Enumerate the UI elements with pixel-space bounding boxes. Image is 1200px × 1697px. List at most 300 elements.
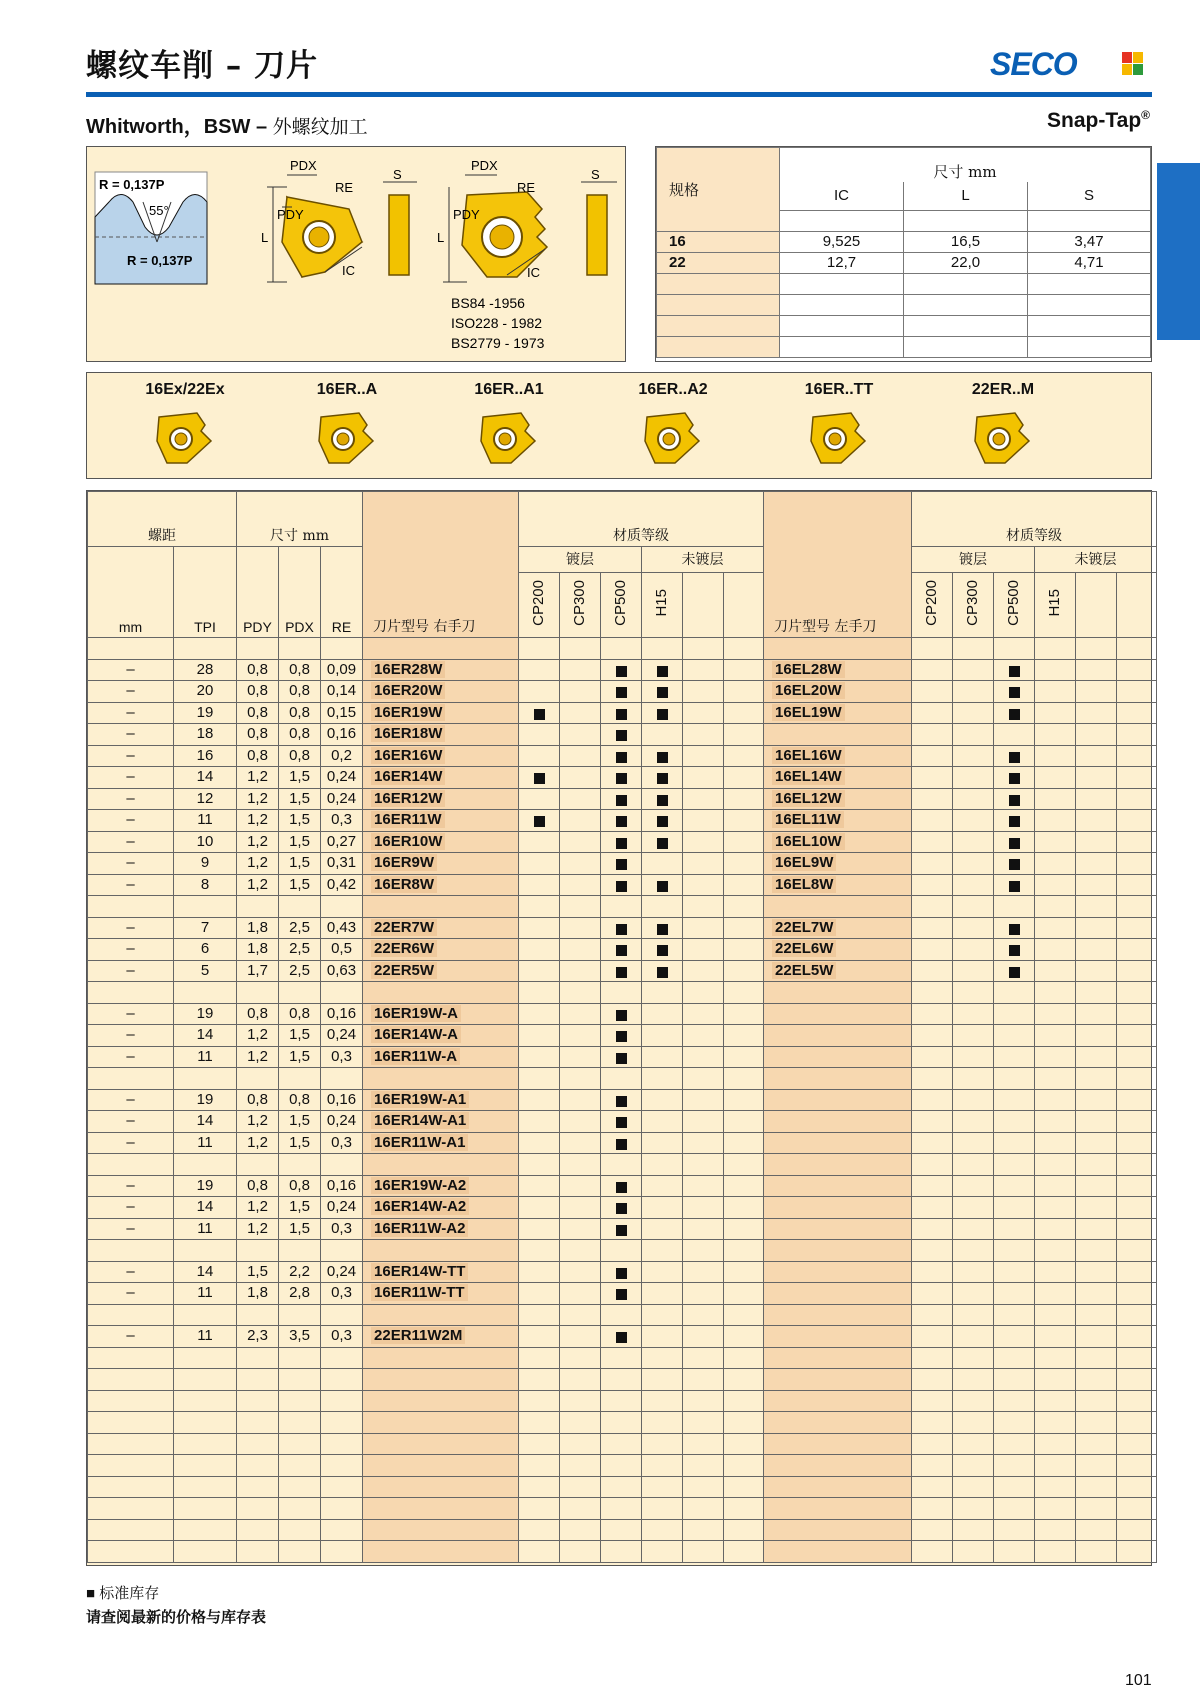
table-cell <box>237 1154 279 1176</box>
table-cell <box>1076 1519 1117 1541</box>
table-cell <box>88 1476 174 1498</box>
cell-pdy: 1,2 <box>237 1046 279 1068</box>
cell-grade-left <box>1076 960 1117 982</box>
cell-grade-right <box>683 1046 724 1068</box>
cell-pdx: 1,5 <box>279 810 321 832</box>
grade-cp200: CP200 <box>923 579 941 626</box>
table-cell <box>237 1240 279 1262</box>
cell-grade-right <box>642 745 683 767</box>
table-cell <box>363 1455 519 1477</box>
table-cell <box>1117 1304 1157 1326</box>
cell-mm: – <box>88 1326 174 1348</box>
table-cell <box>560 896 601 918</box>
stock-square-icon <box>616 1031 627 1042</box>
table-cell <box>764 638 912 660</box>
seco-logo <box>990 46 1150 82</box>
cell-re: 0,16 <box>321 1089 363 1111</box>
cell-grade-right <box>724 1003 764 1025</box>
table-cell <box>519 1369 560 1391</box>
cell-left-code <box>764 767 912 789</box>
insert-style-0 <box>125 381 245 467</box>
cell-mm: – <box>88 1197 174 1219</box>
cell-pdx: 2,8 <box>279 1283 321 1305</box>
cell-pdx: 0,8 <box>279 1175 321 1197</box>
stock-square-icon <box>616 859 627 870</box>
col-re: RE <box>321 547 363 638</box>
cell-grade-left <box>912 1046 953 1068</box>
cell-grade-right <box>642 1218 683 1240</box>
code-text: 16ER11W-A1 <box>371 1134 468 1151</box>
cell-grade-right <box>683 1025 724 1047</box>
table-cell <box>279 1240 321 1262</box>
table-cell <box>764 982 912 1004</box>
cell-re: 0,24 <box>321 788 363 810</box>
table-cell <box>683 1369 724 1391</box>
cell-grade-left <box>1035 1025 1076 1047</box>
cell-grade-right <box>601 1218 642 1240</box>
table-cell <box>560 1304 601 1326</box>
table-cell <box>764 1304 912 1326</box>
table-cell <box>1117 1476 1157 1498</box>
table-cell <box>1117 1369 1157 1391</box>
insert-style-label: 16ER..A1 <box>474 381 544 398</box>
cell-grade-left <box>953 853 994 875</box>
cell-right-code <box>363 1218 519 1240</box>
cell-grade-left <box>1035 702 1076 724</box>
cell-grade-left <box>953 810 994 832</box>
table-cell <box>363 982 519 1004</box>
stock-square-icon <box>616 924 627 935</box>
cell-grade-right <box>642 1111 683 1133</box>
table-cell <box>1117 638 1157 660</box>
cell-grade-left <box>912 1025 953 1047</box>
cell-grade-left <box>994 788 1035 810</box>
code-text: 16EL19W <box>772 704 845 721</box>
grade-cp300: CP300 <box>964 579 982 626</box>
cell-mm: – <box>88 788 174 810</box>
cell-grade-right <box>560 659 601 681</box>
cell-left-code <box>764 1197 912 1219</box>
cell-grade-right <box>642 702 683 724</box>
table-cell <box>601 1476 642 1498</box>
table-cell <box>1117 1541 1157 1563</box>
cell-pdx: 1,5 <box>279 1218 321 1240</box>
cell-grade-right <box>642 1132 683 1154</box>
label-re-2: RE <box>517 180 536 195</box>
label-re-1: RE <box>335 180 354 195</box>
cell-grade-right <box>560 1003 601 1025</box>
table-cell <box>994 638 1035 660</box>
cell-grade-right <box>519 917 560 939</box>
cell-grade-left <box>1076 1132 1117 1154</box>
table-cell <box>642 638 683 660</box>
cell-grade-right <box>519 1197 560 1219</box>
insert-style-5 <box>943 381 1063 467</box>
insert-thumbnail-icon <box>641 409 705 467</box>
table-cell <box>279 896 321 918</box>
table-cell <box>724 1347 764 1369</box>
table-cell <box>764 1519 912 1541</box>
table-cell <box>560 1455 601 1477</box>
table-cell <box>519 982 560 1004</box>
cell-grade-left <box>953 788 994 810</box>
cell-grade-left <box>1117 1111 1157 1133</box>
spec-label: 规格 <box>657 148 780 232</box>
cell-grade-right <box>519 1003 560 1025</box>
cell-grade-right <box>601 1046 642 1068</box>
table-cell <box>279 1541 321 1563</box>
stock-square-icon <box>616 752 627 763</box>
table-cell <box>953 1347 994 1369</box>
table-cell <box>174 1068 237 1090</box>
cell-grade-left <box>953 1046 994 1068</box>
cell-grade-left <box>953 960 994 982</box>
table-cell <box>363 1433 519 1455</box>
cell-pdy: 1,2 <box>237 810 279 832</box>
uncoated-header-left: 未镀层 <box>1035 547 1157 573</box>
code-text: 16ER14W-TT <box>371 1263 468 1280</box>
table-cell <box>363 1304 519 1326</box>
coated-header-right: 镀层 <box>519 547 642 573</box>
table-cell <box>321 1476 363 1498</box>
cell-mm: – <box>88 1089 174 1111</box>
table-cell <box>764 1390 912 1412</box>
cell-grade-left <box>1076 874 1117 896</box>
table-cell <box>642 1455 683 1477</box>
table-cell <box>1035 1433 1076 1455</box>
cell-tpi: 18 <box>174 724 237 746</box>
label-pdx-1: PDX <box>290 158 317 173</box>
cell-mm: – <box>88 960 174 982</box>
table-cell <box>88 638 174 660</box>
table-row <box>88 1003 1157 1025</box>
table-cell <box>519 1068 560 1090</box>
table-cell <box>1035 1412 1076 1434</box>
table-cell <box>994 1304 1035 1326</box>
cell-tpi: 5 <box>174 960 237 982</box>
stock-square-icon <box>616 945 627 956</box>
cell-grade-right <box>560 939 601 961</box>
cell-pdx: 3,5 <box>279 1326 321 1348</box>
table-cell <box>764 1369 912 1391</box>
cell-grade-left <box>1035 724 1076 746</box>
cell-grade-left <box>912 745 953 767</box>
label-ic-1: IC <box>342 263 355 278</box>
stock-square-icon <box>616 1139 627 1150</box>
cell-grade-left <box>953 681 994 703</box>
cell-left-code <box>764 1218 912 1240</box>
cell-grade-right <box>601 1025 642 1047</box>
cell-grade-right <box>601 874 642 896</box>
dim-ic: 12,7 <box>780 252 904 273</box>
cell-grade-left <box>1076 659 1117 681</box>
table-cell <box>912 638 953 660</box>
cell-grade-left <box>994 1089 1035 1111</box>
cell-right-code <box>363 1089 519 1111</box>
cell-tpi: 14 <box>174 1025 237 1047</box>
cell-grade-left <box>953 1111 994 1133</box>
table-cell <box>321 1347 363 1369</box>
table-cell <box>519 1519 560 1541</box>
cell-right-code <box>363 810 519 832</box>
cell-right-code <box>363 1326 519 1348</box>
table-cell <box>321 1455 363 1477</box>
grade-cp300: CP300 <box>571 579 589 626</box>
stock-square-icon <box>616 1225 627 1236</box>
cell-grade-left <box>1076 681 1117 703</box>
insert-style-label: 16ER..A2 <box>638 381 708 398</box>
table-row-empty <box>88 1068 1157 1090</box>
cell-grade-right <box>642 917 683 939</box>
table-cell <box>1117 1498 1157 1520</box>
cell-grade-left <box>953 1326 994 1348</box>
cell-left-code <box>764 1283 912 1305</box>
table-cell <box>764 1068 912 1090</box>
cell-pdx: 0,8 <box>279 1089 321 1111</box>
cell-grade-left <box>994 831 1035 853</box>
table-cell <box>683 1519 724 1541</box>
code-text: 16EL12W <box>772 790 845 807</box>
table-cell <box>519 1347 560 1369</box>
code-text: 16ER19W-A <box>371 1005 461 1022</box>
cell-grade-left <box>1117 1175 1157 1197</box>
cell-grade-left <box>1035 1003 1076 1025</box>
table-cell <box>1035 1347 1076 1369</box>
cell-pdx: 1,5 <box>279 874 321 896</box>
cell-grade-right <box>601 681 642 703</box>
cell-grade-right <box>519 853 560 875</box>
table-row <box>88 1326 1157 1348</box>
table-cell <box>519 1304 560 1326</box>
table-cell <box>994 896 1035 918</box>
table-cell <box>994 1240 1035 1262</box>
table-cell <box>88 1541 174 1563</box>
pitch-header: 螺距 <box>88 492 237 547</box>
cell-grade-right <box>519 1175 560 1197</box>
table-cell <box>912 1390 953 1412</box>
table-cell <box>1117 1390 1157 1412</box>
insert-side-view <box>389 195 409 275</box>
cell-re: 0,3 <box>321 810 363 832</box>
thread-diagram <box>87 147 624 360</box>
cell-grade-right <box>642 1197 683 1219</box>
cell-grade-left <box>1035 767 1076 789</box>
cell-grade-right <box>560 960 601 982</box>
stock-square-icon <box>657 945 668 956</box>
table-cell <box>237 1390 279 1412</box>
table-cell <box>321 1304 363 1326</box>
table-cell <box>519 1433 560 1455</box>
table-cell <box>174 1476 237 1498</box>
cell-grade-right <box>560 681 601 703</box>
cell-grade-left <box>1076 939 1117 961</box>
table-cell <box>321 1412 363 1434</box>
cell-grade-left <box>1076 1326 1117 1348</box>
cell-grade-right <box>560 1175 601 1197</box>
cell-grade-left <box>912 1197 953 1219</box>
table-cell <box>1035 1541 1076 1563</box>
cell-grade-right <box>601 810 642 832</box>
table-cell <box>683 1068 724 1090</box>
cell-pdy: 1,2 <box>237 874 279 896</box>
cell-grade-right <box>519 831 560 853</box>
table-cell <box>88 1412 174 1434</box>
table-cell <box>724 1433 764 1455</box>
legend <box>86 1582 159 1603</box>
stock-square-icon <box>616 795 627 806</box>
cell-left-code <box>764 745 912 767</box>
dims-header: 尺寸 mm <box>237 492 363 547</box>
cell-pdx: 1,5 <box>279 1111 321 1133</box>
cell-left-code <box>764 1132 912 1154</box>
insert-thumbnail-icon <box>971 409 1035 467</box>
table-cell <box>1035 1369 1076 1391</box>
table-cell <box>912 1433 953 1455</box>
table-cell <box>560 1541 601 1563</box>
cell-grade-left <box>1117 917 1157 939</box>
cell-re: 0,42 <box>321 874 363 896</box>
cell-re: 0,3 <box>321 1283 363 1305</box>
table-cell <box>1076 982 1117 1004</box>
table-cell <box>363 1390 519 1412</box>
stock-square-icon <box>1009 687 1020 698</box>
table-cell <box>724 1369 764 1391</box>
cell-re: 0,31 <box>321 853 363 875</box>
code-text: 22EL5W <box>772 962 836 979</box>
code-text: 16ER11W-A <box>371 1048 460 1065</box>
table-cell <box>1117 1068 1157 1090</box>
cell-right-code <box>363 1132 519 1154</box>
table-cell <box>321 1519 363 1541</box>
dim-size: 22 <box>657 252 780 273</box>
cell-tpi: 28 <box>174 659 237 681</box>
cell-grade-left <box>994 853 1035 875</box>
cell-grade-right <box>642 831 683 853</box>
cell-left-code <box>764 1003 912 1025</box>
table-row <box>88 1218 1157 1240</box>
table-cell <box>912 1541 953 1563</box>
cell-grade-right <box>519 659 560 681</box>
cell-grade-left <box>1035 1089 1076 1111</box>
table-row-empty <box>88 1412 1157 1434</box>
cell-pdx: 2,5 <box>279 960 321 982</box>
diagram-panel <box>86 146 626 362</box>
table-cell <box>724 1455 764 1477</box>
cell-grade-left <box>1076 1261 1117 1283</box>
cell-re: 0,16 <box>321 724 363 746</box>
table-cell <box>1117 1347 1157 1369</box>
cell-grade-left <box>953 1175 994 1197</box>
cell-grade-left <box>994 767 1035 789</box>
stock-square-icon <box>657 795 668 806</box>
cell-grade-right <box>560 1089 601 1111</box>
table-cell <box>994 1068 1035 1090</box>
stock-square-icon <box>1009 752 1020 763</box>
cell-right-code <box>363 874 519 896</box>
cell-grade-left <box>912 831 953 853</box>
cell-grade-left <box>953 1025 994 1047</box>
cell-grade-left <box>1117 681 1157 703</box>
stock-square-icon <box>616 1182 627 1193</box>
cell-grade-right <box>560 788 601 810</box>
cell-pdy: 0,8 <box>237 1003 279 1025</box>
table-cell <box>88 1154 174 1176</box>
table-cell <box>1076 1369 1117 1391</box>
cell-right-code <box>363 659 519 681</box>
cell-grade-right <box>601 702 642 724</box>
cell-mm: – <box>88 1132 174 1154</box>
table-cell <box>1117 1433 1157 1455</box>
cell-grade-right <box>560 745 601 767</box>
label-s-1: S <box>393 167 402 182</box>
cell-grade-right <box>683 874 724 896</box>
table-cell <box>279 1476 321 1498</box>
cell-grade-left <box>1076 1111 1117 1133</box>
cell-grade-right <box>519 1132 560 1154</box>
stock-square-icon <box>534 773 545 784</box>
table-cell <box>1035 638 1076 660</box>
cell-re: 0,3 <box>321 1218 363 1240</box>
cell-grade-left <box>1035 681 1076 703</box>
table-cell <box>237 1304 279 1326</box>
table-cell <box>1117 1154 1157 1176</box>
insert-thumbnail-icon <box>153 409 217 467</box>
code-text: 22EL6W <box>772 940 836 957</box>
cell-grade-left <box>912 1261 953 1283</box>
legend-text: 标准库存 <box>99 1584 160 1602</box>
table-row <box>88 810 1157 832</box>
cell-grade-right <box>601 853 642 875</box>
table-cell <box>601 1412 642 1434</box>
cell-mm: – <box>88 831 174 853</box>
code-text: 16EL16W <box>772 747 845 764</box>
table-cell <box>363 1240 519 1262</box>
stock-square-icon <box>657 709 668 720</box>
cell-grade-left <box>1076 1218 1117 1240</box>
cell-grade-right <box>601 917 642 939</box>
stock-square-icon <box>616 1053 627 1064</box>
stock-square-icon <box>616 1096 627 1107</box>
code-text: 16ER8W <box>371 876 437 893</box>
cell-tpi: 11 <box>174 810 237 832</box>
table-cell <box>237 1369 279 1391</box>
stock-square-icon <box>1009 945 1020 956</box>
cell-grade-right <box>724 1197 764 1219</box>
table-cell <box>1076 1068 1117 1090</box>
cell-grade-left <box>1117 1003 1157 1025</box>
cell-grade-right <box>560 917 601 939</box>
cell-tpi: 11 <box>174 1218 237 1240</box>
cell-grade-right <box>683 1003 724 1025</box>
cell-grade-left <box>1117 831 1157 853</box>
table-cell <box>601 982 642 1004</box>
cell-grade-right <box>724 939 764 961</box>
cell-tpi: 14 <box>174 767 237 789</box>
table-cell <box>724 1304 764 1326</box>
cell-grade-right <box>642 939 683 961</box>
cell-pdy: 1,2 <box>237 788 279 810</box>
table-cell <box>237 1412 279 1434</box>
cell-mm: – <box>88 874 174 896</box>
cell-left-code <box>764 1089 912 1111</box>
cell-grade-right <box>724 853 764 875</box>
table-row-empty <box>88 1541 1157 1563</box>
cell-grade-right <box>724 1326 764 1348</box>
stock-square-icon <box>1009 924 1020 935</box>
table-row <box>88 681 1157 703</box>
cell-tpi: 20 <box>174 681 237 703</box>
cell-right-code <box>363 1175 519 1197</box>
